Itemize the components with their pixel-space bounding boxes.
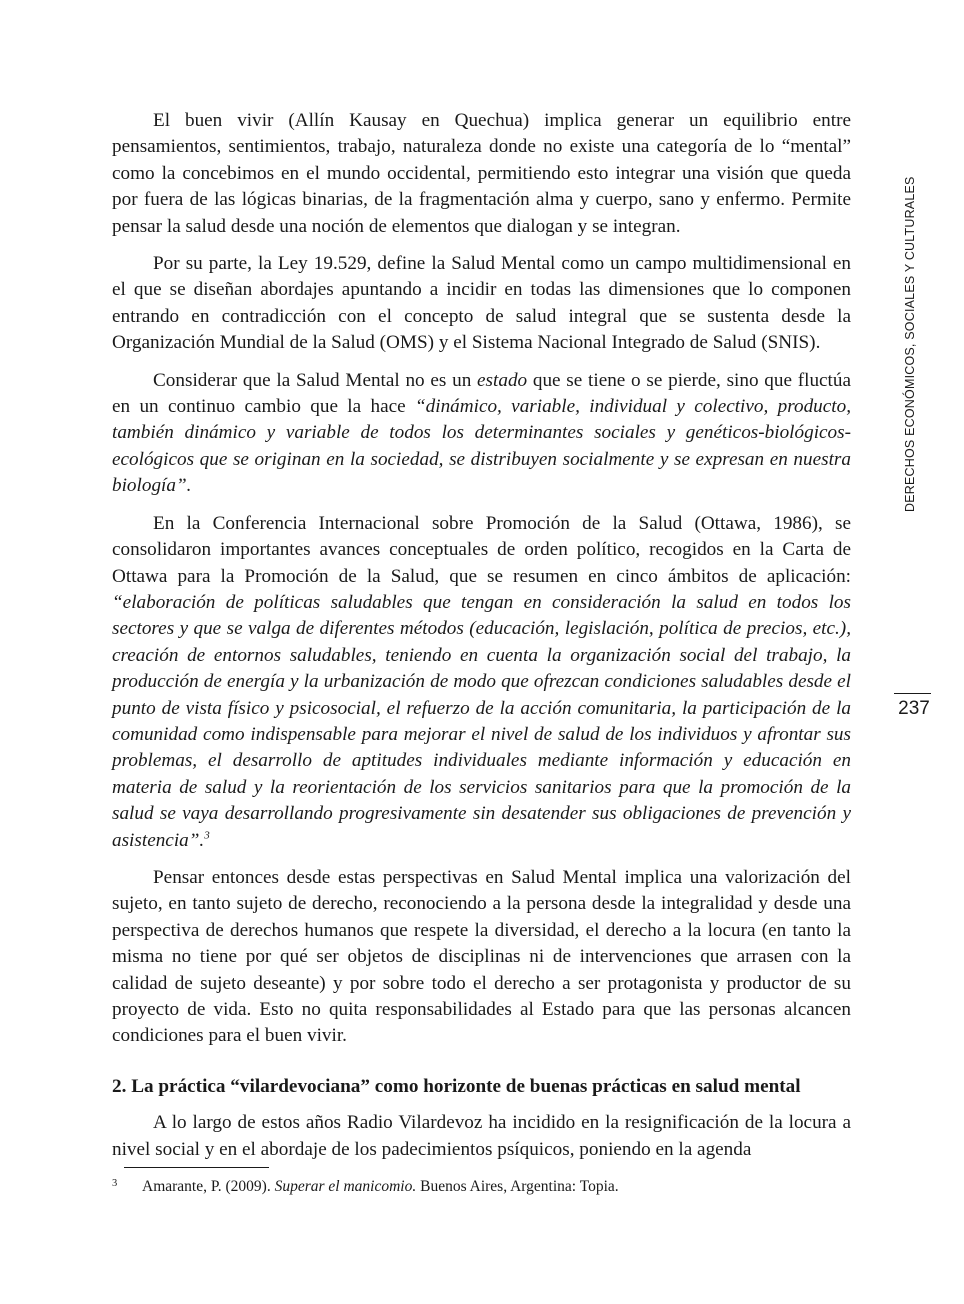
paragraph-ottawa [112, 511, 851, 854]
footnote-text [142, 1177, 619, 1197]
page-number: 237 [898, 698, 930, 719]
footnote-separator [124, 1167, 269, 1168]
paragraph-ley: Por su parte, la Ley 19.529, define la Salud Mental como un campo multidimensional en el que se diseñan abordajes apuntando a incidir en todas las dimensiones que lo componen entrando en contradicción con el concepto de salud integral que se sustenta desde la Organización Mundial de la Salud (OMS) y el Sistema Nacional Integrado de Salud (SNIS). [112, 253, 851, 354]
running-header-vertical: DERECHOS ECONÓMICOS, SOCIALES Y CULTURALES [903, 176, 917, 512]
footnote-number: 3 [112, 1178, 118, 1189]
footnote-author: Amarante, P. (2009). [142, 1178, 275, 1195]
page-number-rule [894, 693, 931, 694]
footnote-reference[interactable]: 3 [204, 829, 210, 842]
paragraph-buen-vivir: El buen vivir (Allín Kausay en Quechua) implica generar un equilibrio entre pensamientos, sentimientos, trabajo, naturaleza donde no existe una categoría de lo “mental” como la concebimos en el mundo occidental, permitiendo esto integrar una visión que queda por fuera de las lógicas binarias, de la fragmentación alma y cuerpo, sano y enfermo. Permite pensar la salud desde una noción de elementos que dialogan y se integran. [112, 110, 851, 237]
footnote-title: Superar el manicomio. [274, 1178, 417, 1195]
paragraph-vilardevoz: A lo largo de estos años Radio Vilardevoz ha incidido en la resignificación de la locura a nivel social y en el abordaje de los padecimientos psíquicos, poniendo en la agenda [112, 1112, 851, 1160]
paragraph-text: En la Conferencia Internacional sobre Promoción de la Salud (Ottawa, 1986), se consolidaron importantes avances conceptuales de orden político, recogidos en la Carta de Ottawa para la Promoción de la Salud, que se resumen en cinco ámbitos de aplicación: [112, 512, 851, 587]
body-text [112, 108, 851, 1174]
paragraph-salud-mental [112, 368, 851, 500]
paragraph-text: que se tiene o se pierde, sino que fluctúa en un continuo cambio que la hace [112, 369, 851, 418]
footnote-publisher: Buenos Aires, Argentina: Topia. [416, 1178, 619, 1195]
paragraph-perspectivas: Pensar entonces desde estas perspectivas en Salud Mental implica una valorización del sujeto, en tanto sujeto de derecho, reconociendo a la persona desde la integralidad y desde una perspectiva de derechos humanos que respete la diversidad, el derecho a la locura (en tanto la misma no tiene por qué ser objetos de disciplinas ni de intervenciones que arrasen con la calidad de sujeto deseante) y por sobre todo el derecho a ser protagonista y productor de su proyecto de vida. Esto no quita responsabilidades al Estado para que las personas alcancen condiciones para el buen vivir. [112, 866, 851, 1047]
emphasis-estado: estado [477, 369, 528, 391]
paragraph-text: Considerar que la Salud Mental no es un [153, 369, 478, 391]
quote-italic: “elaboración de políticas saludables que tengan en consideración la salud en todos los sectores y que se valga de diferentes métodos (educación, legislación, política de precios, etc.), creación de entornos saludables, teniendo en cuenta la organización social del trabajo, la producción de energía y la urbanización de modo que ofrezcan condiciones saludables desde el punto de vista físico y psicosocial, el refuerzo de la acción comunitaria, la participación de la comunidad como indispensable para mejorar el nivel de salud de los individuos y afrontar sus problemas, el desarrollo de aptitudes individuales mediante información y educación en materia de salud y la reorientación de los servicios sanitarios para que la promoción de la salud se vaya desarrollando progresivamente sin desatender sus obligaciones de prevención y asistencia”. [112, 591, 851, 851]
quote-italic: “dinámico, variable, individual y colectivo, producto, también dinámico y variable de todos los determinantes sociales y genéticos-biológicos-ecológicos que se originan en la sociedad, se distribuyen socialmente y se expresan en nuestra biología”. [112, 396, 851, 497]
section-heading: 2. La práctica “vilardevociana” como horizonte de buenas prácticas en salud mental [112, 1075, 801, 1097]
